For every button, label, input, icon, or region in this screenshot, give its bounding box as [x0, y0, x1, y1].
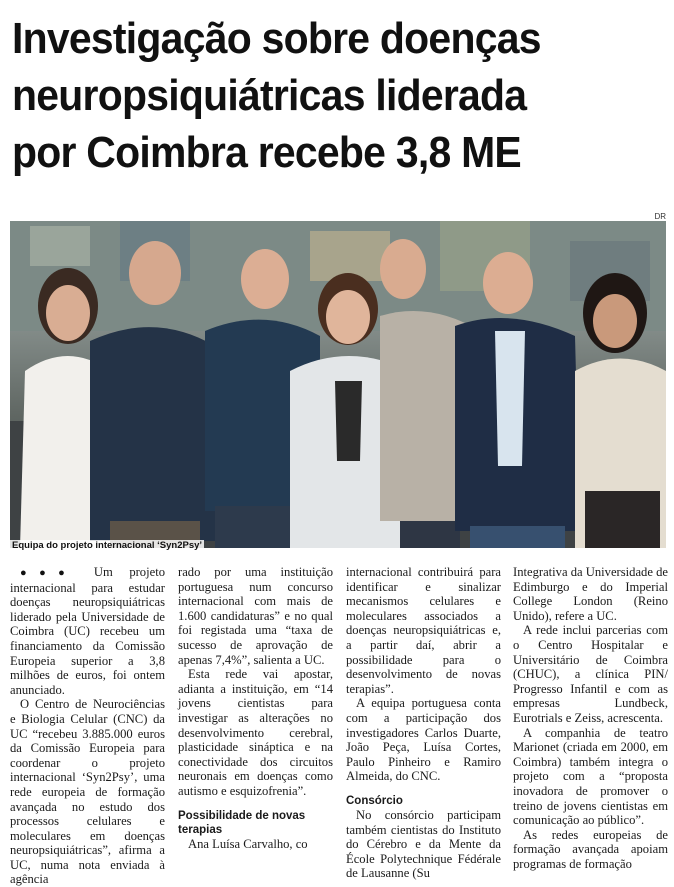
paragraph: Ana Luísa Carvalho, co	[188, 836, 308, 851]
headline-line: por Coimbra recebe 3,8 ME	[12, 128, 521, 177]
paragraph: Integrativa da Universidade de Edimburgo e do Imperial College London (Reino Unido), refere a UC.	[513, 565, 668, 623]
bullet-marker: ●●●	[20, 567, 78, 579]
paragraph: Esta rede vai apostar, adianta a instituição, em “14 jovens cientistas para investigar as alterações no desenvolvimento cerebral, plasticidade sináptica e na conectividade dos circuitos neuronais em doenças como autismo e esquizofrenia”.	[178, 667, 333, 798]
subheading: Possibilidade de novas terapias	[178, 809, 306, 836]
article-column-4	[513, 565, 668, 871]
headline	[12, 10, 621, 181]
team-photo	[10, 221, 666, 548]
paragraph: rado por uma instituição portuguesa num concurso internacional com mais de 1.600 candidaturas” e no qual foi registada uma “taxa de sucesso de aprovação de apenas 7,4%”, salienta a UC.	[178, 565, 333, 667]
photo-credit: DR	[654, 212, 666, 221]
headline-line: neuropsiquiátricas liderada	[12, 71, 527, 120]
paragraph: As redes europeias de formação avançada apoiam programas de formação	[513, 827, 668, 871]
photo-caption: Equipa do projeto internacional ‘Syn2Psy’	[12, 540, 203, 551]
paragraph: A companhia de teatro Marionet (criada em 2000, em Coimbra) também integra o projeto com a “proposta inovadora de promover o treino de jovens cientistas em comunicação ao público”.	[513, 725, 668, 828]
article-column-1	[10, 565, 165, 887]
paragraph: O Centro de Neurociências e Biologia Celular (CNC) da UC “recebeu 3.885.000 euros da Comissão Europeia para coordenar o projeto internacional ‘Syn2Psy’, uma rede europeia de formação avançada no estudo dos processos celulares e moleculares em doenças neuropsiquiátricas”, afirma a UC, numa nota enviada à agência	[10, 697, 165, 887]
paragraph: A equipa portuguesa conta com a participação dos investigadores Carlos Duarte, João Peça, Luísa Cortes, Paulo Pinheiro e Ramiro Almeida, do CNC.	[346, 696, 501, 784]
subheading: Consórcio	[346, 794, 403, 807]
paragraph: A rede inclui parcerias com o Centro Hospitalar e Universitário de Coimbra (CHUC), a clínica PIN/ Progresso Infantil e com as empresas Lundbeck, Eurotrials e Zeiss, acrescenta.	[513, 623, 668, 725]
paragraph: Um projeto internacional para estudar doenças neuropsiquiátricas liderado pela Universidade de Coimbra (UC) recebeu um financiamento da Comissão Europeia superior a 3,8 milhões de euros, foi ontem anunciado.	[10, 565, 165, 697]
paragraph: No consórcio participam também cientistas do Instituto do Cérebro e da Mente da École Polytechnique Fédérale de Lausanne (Su	[346, 807, 501, 881]
headline-line: Investigação sobre doenças	[12, 14, 541, 63]
article-column-3	[346, 565, 501, 881]
paragraph: internacional contribuirá para identificar e sinalizar mecanismos celulares e moleculares associados a doenças neuropsiquiátricas e, a partir daí, abrir a possibilidade para o desenvolvimento de novas terapias”.	[346, 565, 501, 696]
article-column-2	[178, 565, 333, 851]
team-photo-illustration	[10, 221, 666, 548]
